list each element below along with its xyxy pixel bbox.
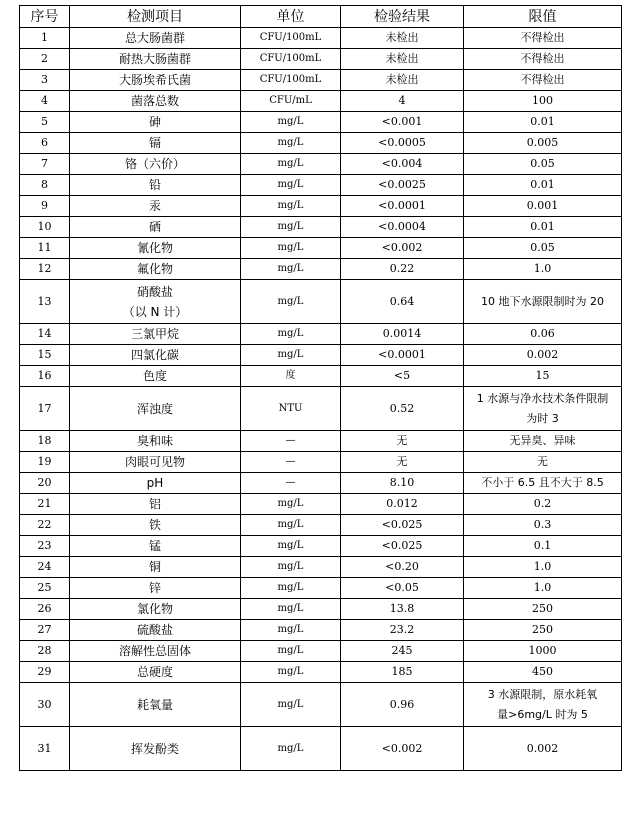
table-row: [20, 217, 622, 238]
row-item: 氟化物: [70, 259, 241, 280]
row-unit: NTU: [241, 387, 341, 431]
row-unit: mg/L: [241, 196, 341, 217]
row-item: 耐热大肠菌群: [70, 49, 241, 70]
table-row: [20, 49, 622, 70]
row-unit: mg/L: [241, 578, 341, 599]
row-limit: 无: [464, 452, 622, 473]
table-row: [20, 431, 622, 452]
row-limit: 450: [464, 662, 622, 683]
table-row: [20, 473, 622, 494]
row-result: <0.004: [341, 154, 464, 175]
row-unit: mg/L: [241, 345, 341, 366]
row-limit: 15: [464, 366, 622, 387]
row-item: 溶解性总固体: [70, 641, 241, 662]
table-row: [20, 112, 622, 133]
row-result: 未检出: [341, 49, 464, 70]
row-unit: mg/L: [241, 515, 341, 536]
row-item: 锰: [70, 536, 241, 557]
row-limit: 0.05: [464, 238, 622, 259]
row-item: 耗氧量: [70, 683, 241, 727]
row-result: 0.96: [341, 683, 464, 727]
row-result: <0.001: [341, 112, 464, 133]
row-result: 245: [341, 641, 464, 662]
row-limit: 0.2: [464, 494, 622, 515]
row-item: 硒: [70, 217, 241, 238]
row-item: 铝: [70, 494, 241, 515]
table-row: [20, 238, 622, 259]
row-item: 铬（六价）: [70, 154, 241, 175]
row-result: 8.10: [341, 473, 464, 494]
table-row: [20, 536, 622, 557]
row-unit: mg/L: [241, 217, 341, 238]
table-row: [20, 620, 622, 641]
row-no: 27: [20, 620, 70, 641]
row-result: 未检出: [341, 28, 464, 49]
row-result: <0.0004: [341, 217, 464, 238]
row-item: pH: [70, 473, 241, 494]
row-item: 氰化物: [70, 238, 241, 259]
row-item: 臭和味: [70, 431, 241, 452]
row-unit: mg/L: [241, 133, 341, 154]
row-unit: mg/L: [241, 494, 341, 515]
row-unit: mg/L: [241, 259, 341, 280]
row-no: 19: [20, 452, 70, 473]
row-limit-line2: 为时 3: [526, 411, 559, 425]
row-no: 5: [20, 112, 70, 133]
row-no: 29: [20, 662, 70, 683]
table-body: [20, 28, 622, 771]
row-result: 185: [341, 662, 464, 683]
row-unit: mg/L: [241, 620, 341, 641]
table-row: [20, 196, 622, 217]
table-row: [20, 133, 622, 154]
row-limit: 0.002: [464, 727, 622, 771]
row-unit: mg/L: [241, 112, 341, 133]
row-no: 17: [20, 387, 70, 431]
table-row: [20, 154, 622, 175]
row-limit: 250: [464, 599, 622, 620]
row-result: <0.025: [341, 515, 464, 536]
row-no: 16: [20, 366, 70, 387]
row-result: <0.20: [341, 557, 464, 578]
row-no: 1: [20, 28, 70, 49]
row-no: 6: [20, 133, 70, 154]
row-no: 30: [20, 683, 70, 727]
row-limit: 无异臭、异味: [464, 431, 622, 452]
row-item: [70, 280, 241, 324]
row-no: 9: [20, 196, 70, 217]
row-item: 四氯化碳: [70, 345, 241, 366]
row-limit: 100: [464, 91, 622, 112]
row-limit: 1.0: [464, 259, 622, 280]
row-result: 无: [341, 431, 464, 452]
row-limit: 不得检出: [464, 70, 622, 91]
table-row: [20, 662, 622, 683]
row-limit: 1.0: [464, 578, 622, 599]
row-no: 24: [20, 557, 70, 578]
table-row: [20, 345, 622, 366]
row-item: 镉: [70, 133, 241, 154]
header-unit: 单位: [241, 6, 341, 28]
row-no: 22: [20, 515, 70, 536]
table-row: [20, 599, 622, 620]
row-result: <0.0001: [341, 345, 464, 366]
row-result: 0.22: [341, 259, 464, 280]
row-no: 4: [20, 91, 70, 112]
row-limit: 1.0: [464, 557, 622, 578]
header-limit: 限值: [464, 6, 622, 28]
row-item: 铁: [70, 515, 241, 536]
table-row: [20, 727, 622, 771]
header-no: 序号: [20, 6, 70, 28]
row-result: <0.0005: [341, 133, 464, 154]
row-item: 硫酸盐: [70, 620, 241, 641]
row-unit: mg/L: [241, 683, 341, 727]
row-no: 31: [20, 727, 70, 771]
row-limit: 0.01: [464, 175, 622, 196]
row-item: 铅: [70, 175, 241, 196]
row-unit: —: [241, 473, 341, 494]
row-limit: 1000: [464, 641, 622, 662]
table-row: [20, 175, 622, 196]
row-result: 23.2: [341, 620, 464, 641]
row-no: 14: [20, 324, 70, 345]
row-limit: [464, 387, 622, 431]
table-row: [20, 91, 622, 112]
row-unit: mg/L: [241, 324, 341, 345]
row-no: 2: [20, 49, 70, 70]
row-no: 26: [20, 599, 70, 620]
row-no: 8: [20, 175, 70, 196]
row-result: <0.002: [341, 238, 464, 259]
row-unit: mg/L: [241, 238, 341, 259]
row-item: 汞: [70, 196, 241, 217]
row-unit: 度: [241, 366, 341, 387]
row-result: 0.64: [341, 280, 464, 324]
row-limit: 0.05: [464, 154, 622, 175]
row-item: 肉眼可见物: [70, 452, 241, 473]
row-unit: —: [241, 452, 341, 473]
table-row: [20, 452, 622, 473]
row-item: 氯化物: [70, 599, 241, 620]
row-limit: 0.1: [464, 536, 622, 557]
row-limit: 不小于 6.5 且不大于 8.5: [464, 473, 622, 494]
row-item: 色度: [70, 366, 241, 387]
table-row: [20, 280, 622, 324]
row-limit: 不得检出: [464, 28, 622, 49]
row-limit: 0.06: [464, 324, 622, 345]
row-unit: mg/L: [241, 599, 341, 620]
table-row: [20, 683, 622, 727]
table-row: [20, 387, 622, 431]
row-item: 总硬度: [70, 662, 241, 683]
row-limit-line1: 3 水源限制，原水耗氧: [487, 687, 598, 701]
row-item: 三氯甲烷: [70, 324, 241, 345]
row-unit: —: [241, 431, 341, 452]
row-item-line2: （以 N 计）: [122, 304, 188, 319]
row-no: 21: [20, 494, 70, 515]
row-item-line1: 硝酸盐: [136, 284, 173, 299]
row-unit: mg/L: [241, 280, 341, 324]
row-no: 18: [20, 431, 70, 452]
row-no: 20: [20, 473, 70, 494]
row-limit: 0.002: [464, 345, 622, 366]
row-item: 锌: [70, 578, 241, 599]
row-item: 砷: [70, 112, 241, 133]
table-row: [20, 515, 622, 536]
row-no: 11: [20, 238, 70, 259]
row-no: 25: [20, 578, 70, 599]
table-row: [20, 259, 622, 280]
table-row: [20, 366, 622, 387]
row-unit: mg/L: [241, 536, 341, 557]
row-result: <0.05: [341, 578, 464, 599]
row-limit-line1: 1 水源与净水技术条件限制: [476, 391, 609, 405]
row-no: 23: [20, 536, 70, 557]
table-row: [20, 557, 622, 578]
row-limit: 0.3: [464, 515, 622, 536]
table-row: [20, 70, 622, 91]
row-result: <0.002: [341, 727, 464, 771]
row-item: 铜: [70, 557, 241, 578]
row-limit: 0.01: [464, 112, 622, 133]
row-result: <0.0001: [341, 196, 464, 217]
row-result: <0.025: [341, 536, 464, 557]
row-unit: CFU/mL: [241, 91, 341, 112]
row-unit: mg/L: [241, 557, 341, 578]
row-unit: CFU/100mL: [241, 70, 341, 91]
row-limit: 0.005: [464, 133, 622, 154]
table-row: [20, 578, 622, 599]
row-unit: mg/L: [241, 175, 341, 196]
row-result: <5: [341, 366, 464, 387]
row-result: 4: [341, 91, 464, 112]
row-unit: mg/L: [241, 154, 341, 175]
row-limit: 0.001: [464, 196, 622, 217]
row-result: 未检出: [341, 70, 464, 91]
row-result: 无: [341, 452, 464, 473]
row-result: 0.012: [341, 494, 464, 515]
row-unit: mg/L: [241, 727, 341, 771]
row-result: 0.0014: [341, 324, 464, 345]
row-no: 10: [20, 217, 70, 238]
row-no: 12: [20, 259, 70, 280]
row-result: 13.8: [341, 599, 464, 620]
row-limit: 0.01: [464, 217, 622, 238]
row-unit: mg/L: [241, 662, 341, 683]
row-limit-line2: 量>6mg/L 时为 5: [497, 707, 588, 721]
table-header-row: [20, 6, 622, 28]
row-no: 7: [20, 154, 70, 175]
row-item: 浑浊度: [70, 387, 241, 431]
table-row: [20, 324, 622, 345]
row-limit: [464, 683, 622, 727]
row-item: 大肠埃希氏菌: [70, 70, 241, 91]
water-quality-table: [19, 5, 622, 771]
table-row: [20, 494, 622, 515]
row-no: 13: [20, 280, 70, 324]
row-result: <0.0025: [341, 175, 464, 196]
row-result: 0.52: [341, 387, 464, 431]
row-unit: CFU/100mL: [241, 49, 341, 70]
row-no: 28: [20, 641, 70, 662]
row-unit: CFU/100mL: [241, 28, 341, 49]
row-limit: 10 地下水源限制时为 20: [464, 280, 622, 324]
row-item: 挥发酚类: [70, 727, 241, 771]
row-unit: mg/L: [241, 641, 341, 662]
row-item: 总大肠菌群: [70, 28, 241, 49]
row-no: 3: [20, 70, 70, 91]
table-row: [20, 641, 622, 662]
header-item: 检测项目: [70, 6, 241, 28]
row-limit: 250: [464, 620, 622, 641]
table-row: [20, 28, 622, 49]
row-limit: 不得检出: [464, 49, 622, 70]
row-no: 15: [20, 345, 70, 366]
row-item: 菌落总数: [70, 91, 241, 112]
header-result: 检验结果: [341, 6, 464, 28]
